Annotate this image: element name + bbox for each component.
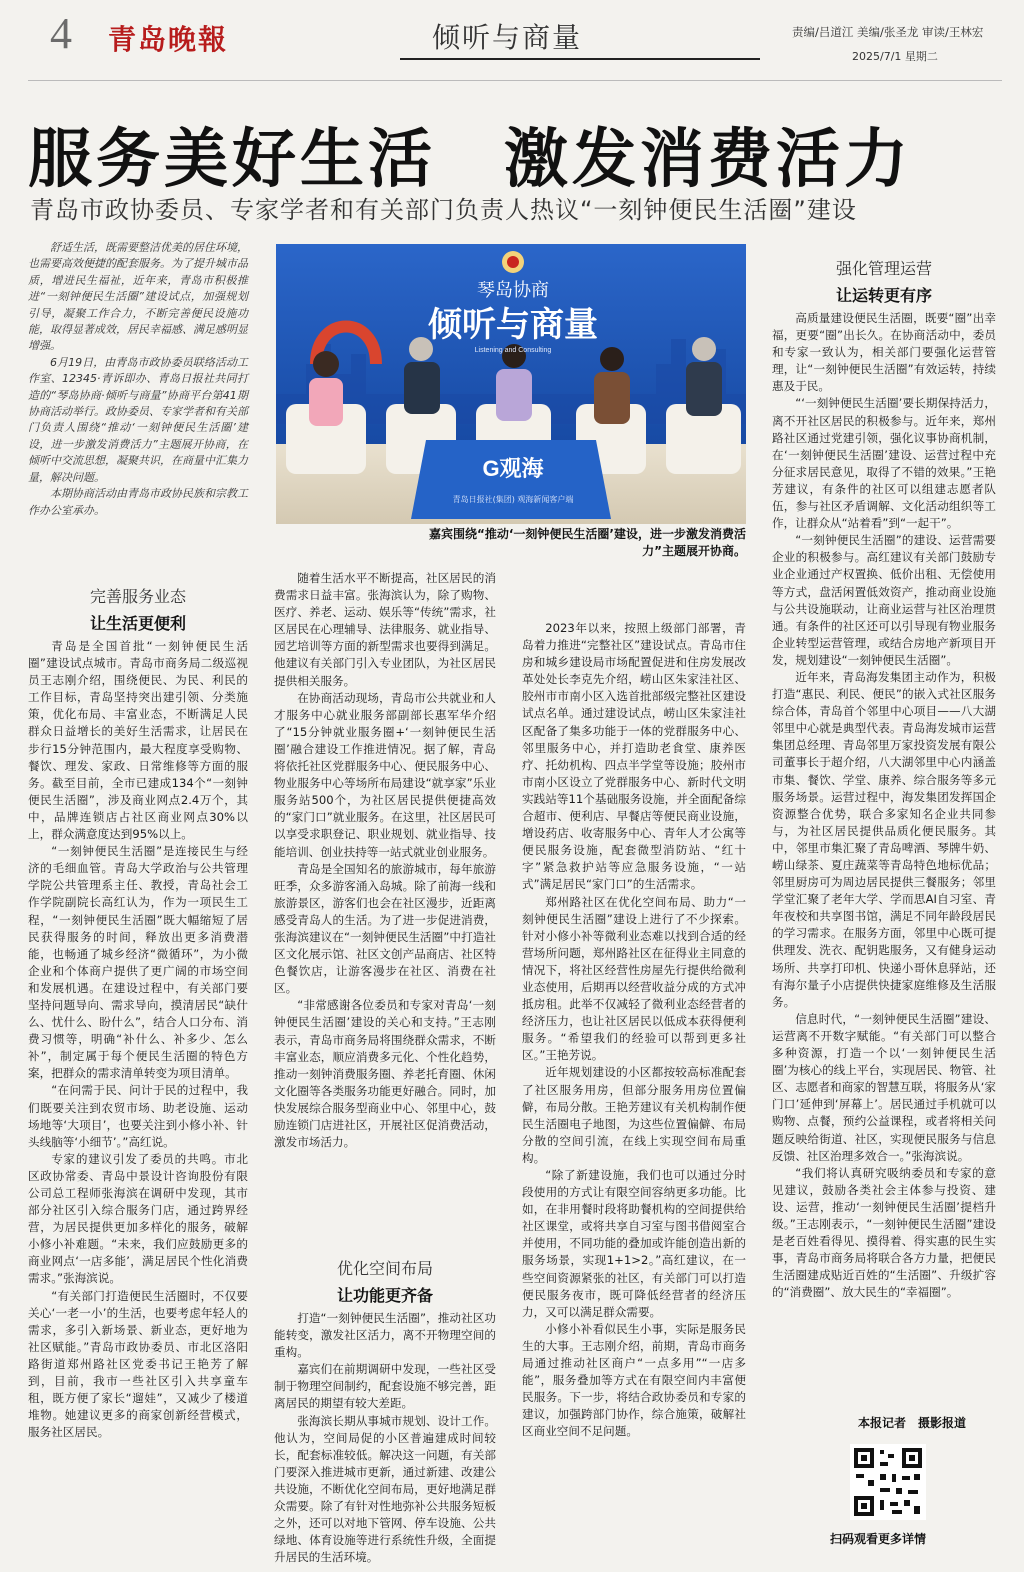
editor-credits: 责编/吕道江 美编/张圣龙 审读/王林宏: [792, 25, 984, 39]
paragraph: “有关部门打造便民生活圈时，不仅要关心‘一老一小’的生活，也要考虑年轻人的需求，多引入新场景、新业态，更好地为社区赋能。”青岛市政协委员、市北区洛阳路街道郑州路社区党委书记王艳芳了解到，目前，我市一些社区引入共享童车租，既方便了家长“遛娃”，又减少了楼道堆物。她建议更多的商家创新经营模式，服务社区居民。: [28, 1288, 248, 1440]
article-column-3: [522, 620, 746, 1550]
qr-code[interactable]: [850, 1444, 926, 1520]
paragraph: “一刻钟便民生活圈”是连接民生与经济的毛细血管。青岛大学政治与公共管理学院公共管理系主任、教授，青岛社会工作学院副院长高红认为，作为一项民生工程，“一刻钟便民生活圈”既大幅缩短了居民获得服务的时间，释放出更多消费潜能，也畅通了城乡经济“微循环”，为小微企业和个体商户提供了更广阔的市场空间和发展机遇。在建设过程中，有关部门要坚持问题导向、需求导向，摸清居民“缺什么、忧什么、盼什么”，结合人口分布、消费习惯等，明确“补什么、补多少、怎么补”，制定属于每个便民生活圈的特色方案，把群众的需求清单转变为项目清单。: [28, 844, 248, 1081]
podium-text: 青岛日报社(集团) 观海新闻客户端: [452, 495, 574, 504]
article-column-2-lower: [274, 1310, 496, 1565]
paragraph: 嘉宾们在前期调研中发现，一些社区受制于物理空间制约，配套设施不够完善，距离居民的期望有较大差距。: [274, 1362, 496, 1411]
section-title-text: 让运转更有序: [835, 286, 932, 305]
paragraph: 近年规划建设的小区都按较高标准配套了社区服务用房，但部分服务用房位置偏僻，布局分散。王艳芳建议有关机构制作便民生活圈电子地图，为这些位置偏僻、布局分散的空间引流，在线上实现空间布局重构。: [522, 1065, 746, 1165]
intro-paragraph: 舒适生活，既需要整洁优美的居住环境，也需要高效便捷的配套服务。为了提升城市品质，增进民生福祉，近年来，青岛市积极推进“一刻钟便民生活圈”建设试点，加强规划引导，凝聚工作合力，不断完善便民设施功能，取得显著成效，居民幸福感、满足感明显增强。: [28, 241, 248, 353]
byline: 本报记者 摄影报道: [858, 1416, 967, 1430]
top-divider: [28, 80, 1002, 81]
host-figure: [309, 351, 343, 426]
section-title-text: 让生活更便利: [89, 614, 186, 633]
paragraph: “除了新建设施，我们也可以通过分时段使用的方式让有限空间容纳更多功能。比如，在非用餐时段将助餐机构的空间提供给社区课堂，或将共享自习室与图书借阅室合并使用，不同功能的叠加或许能创造出新的服务场景，实现1+1>2。”高红建议，在一些空间资源紧张的社区，有关部门可以打造便民服务夜市，既可降低经营者的经济压力，又可以满足群众需要。: [522, 1168, 746, 1319]
banner-logo: 琴岛协商: [477, 280, 549, 301]
masthead: [0, 0, 1024, 70]
section-lead: 强化管理运营: [835, 259, 932, 278]
section-heading-3: [772, 256, 996, 306]
event-photo-illustration: [276, 244, 746, 524]
paragraph: 信息时代，“一刻钟便民生活圈”建设、运营离不开数字赋能。“有关部门可以整合多种资源，打造一个以‘一刻钟便民生活圈’为核心的线上平台，实现居民、物管、社区、志愿者和商家的智慧互联，将服务从‘家门口’延伸到‘屏幕上’。居民通过手机就可以购物、点餐，预约公益课程，或者将相关问题反映给街道、社区，实现便民服务与信息反馈、社区治理多效合一。”张海滨说。: [772, 1011, 996, 1163]
paragraph: 高质量建设便民生活圈，既要“圈”出幸福，更要“圈”出长久。在协商活动中，委员和专家一致认为，相关部门要强化运营管理，让“一刻钟便民生活圈”有效运转，持续惠及于民。: [772, 311, 996, 394]
paragraph: “一刻钟便民生活圈”的建设、运营需要企业的积极参与。高红建议有关部门鼓励专业企业通过产权置换、低价出租、无偿使用等方式，盘活闲置低效资产，推动商业设施与公共设施联动，让商业运营与社区治理贯通。有条件的社区还可以引导现有物业服务企业转型运营管理，或结合房地产新项目开发，规划建设“一刻钟便民生活圈”。: [772, 533, 996, 667]
intro-paragraph: 本期协商活动由青岛市政协民族和宗教工作办公室承办。: [28, 487, 248, 517]
paragraph: 青岛是全国首批“一刻钟便民生活圈”建设试点城市。青岛市商务局二级巡视员王志刚介绍，围绕便民、为民、利民的工作目标，青岛坚持突出建引领、分类施策，优化布局、丰富业态，不断满足人民群众日益增长的美好生活需求，让居民在步行15分钟范围内，最大程度享受购物、餐饮、理发、家政、日常维修等方面的服务。截至目前，全市已建成134个“一刻钟便民生活圈”，涉及商业网点2.4万个，其中，品牌连锁店占社区商业网点30%以上，群众满意度达到95%以上。: [28, 639, 248, 842]
article-column-2: [274, 570, 496, 1250]
subheadline: 青岛市政协委员、专家学者和有关部门负责人热议“一刻钟便民生活圈”建设: [30, 196, 857, 224]
banner-subtitle: Listening and Consulting: [474, 347, 552, 354]
section-lead: 优化空间布局: [336, 1259, 433, 1278]
qr-code-icon: [850, 1444, 926, 1520]
paragraph: 2023年以来，按照上级部门部署，青岛着力推进“完整社区”建设试点。青岛市住房和城乡建设局市场配置促进和住房发展改革处处长李克先介绍，崂山区朱家洼社区、胶州市市南小区入选首批部级完整社区建设试点名单。通过建设试点，崂山区朱家洼社区配备了集多功能于一体的党群服务中心、邻里服务中心，并打造助老食堂、康养医疗、托幼机构、四点半学堂等设施；胶州市市南小区设立了党群服务中心、新时代文明实践站等11个基础服务设施，并全面配备综合超市、便利店、早餐店等便民商业设施，增设药店、收寄服务中心、青年人才公寓等便民服务设施，配套微型消防站、“红十字”紧急救护站等应急服务设施，“一站式”满足居民“家门口”的生活需求。: [522, 621, 746, 892]
page-number: 4: [50, 9, 72, 58]
issue-date: 2025/7/1 星期二: [852, 50, 938, 63]
qr-caption: 扫码观看更多详情: [830, 1532, 927, 1546]
paragraph: “在问需于民、问计于民的过程中，我们既要关注到农贸市场、助老设施、运动场地等‘大项目’，也要关注到小修小补、针头线脑等‘小细节’。”高红说。: [28, 1083, 248, 1149]
paragraph: “非常感谢各位委员和专家对青岛‘一刻钟便民生活圈’建设的关心和支持。”王志刚表示，青岛市商务局将围绕群众需求，不断丰富业态，顺应消费多元化、个性化趋势，推动一刻钟消费服务圈、养老托育圈、休闲文化圈等各类服务功能更好融合。同时，加快发展综合服务型商业中心、邻里中心，鼓励连锁门店进社区，开展社区促消费活动，激发市场活力。: [274, 998, 496, 1150]
paragraph: 青岛是全国知名的旅游城市，每年旅游旺季，众多游客涌入岛城。除了前海一线和旅游景区，游客们也会在社区漫步，近距离感受青岛人的生活。为了进一步促进消费，张海滨建议在“一刻钟便民生活圈”中打造社区文化展示馆、社区文创产品商店、社区特色餐饮店，让游客漫步在社区、消费在社区。: [274, 861, 496, 996]
section-heading-1: [28, 584, 248, 634]
paragraph: 专家的建议引发了委员的共鸣。市北区政协常委、青岛中景设计咨询股份有限公司总工程师张海滨在调研中发现，其市部分社区引入综合服务门店，通过跨界经营，为居民提供更加多样化的服务，破解小修小补难题。“未来，我们应鼓励更多的商业网点‘一店多能’，满足居民个性化消费需求。”张海滨说。: [28, 1151, 248, 1286]
headline: 服务美好生活 激发消费活力: [28, 123, 912, 197]
paragraph: “‘一刻钟便民生活圈’要长期保持活力，离不开社区居民的积极参与。近年来，郑州路社区通过党建引领，强化议事协商机制，在‘一刻钟便民生活圈’建设、运营过程中充分征求居民意见，取得了不错的效果。”王艳芳建议，有条件的社区可以组建志愿者队伍，参与社区矛盾调解、文化活动组织等工作，让群众从“站着看”到“一起干”。: [772, 396, 996, 531]
paragraph: 小修小补看似民生小事，实际是服务民生的大事。王志刚介绍，前期，青岛市商务局通过推动社区商户“一点多用”“一店多能”，服务叠加等方式在有限空间内丰富便民服务。下一步，将结合政协委员和专家的建议，加强跨部门协作，综合施策，破解社区商业空间不足问题。: [522, 1321, 746, 1439]
section-heading-2: [274, 1256, 496, 1306]
paragraph: 打造“一刻钟便民生活圈”，推动社区功能转变，激发社区活力，离不开物理空间的重构。: [274, 1311, 496, 1360]
paragraph: 在协商活动现场，青岛市公共就业和人才服务中心就业服务部副部长惠军华介绍了“15分钟就业服务圈+‘一刻钟便民生活圈’融合建设工作推进情况。据了解，青岛将依托社区党群服务中心、便民服务中心、物业服务中心等场所布局建设“就享家”乐业服务站500个，为社区居民提供便捷高效的“家门口”就业服务。在这里，社区居民可以享受求职登记、职业规划、就业指导、技能培训、创业扶持等一站式就业创业服务。: [274, 690, 496, 859]
paragraph: 随着生活水平不断提高，社区居民的消费需求日益丰富。张海滨认为，除了购物、医疗、养老、运动、娱乐等“传统”需求，社区居民在心理辅导、法律服务、就业指导、园艺培训等方面的新型需求也要得到满足。他建议有关部门引入专业团队，为社区居民提供相关服务。: [274, 571, 496, 688]
paragraph: 近年来，青岛海发集团主动作为，积极打造“惠民、利民、便民”的嵌入式社区服务综合体，青岛首个邻里中心项目——八大湖邻里中心就是典型代表。青岛海发城市运营集团总经理、青岛邻里万家投资发展有限公司董事长于超介绍，八大湖邻里中心内涵盖市集、餐饮、学堂、康养、综合服务等多元服务场景。运营过程中，海发集团发挥国企资源整合优势，联合多家知名企业共同参与，为社区居民提供品质化便民服务。其中，邻里市集汇聚了青岛啤酒、琴牌牛奶、崂山绿茶、夏庄蔬菜等青岛特色地标优品；邻里厨房可为周边居民提供三餐服务；邻里学堂汇聚了老年大学、学而思AI自习室、青年夜校和共享图书馆，满足不同年龄段居民的学习需求。在服务方面，邻里中心既可提供理发、洗衣、配钥匙服务，又有健身运动场所、共享打印机、快递小哥休息驿站，还有海尔量子小店提供快捷家庭维修及生活服务。: [772, 669, 996, 1009]
article-column-4: [772, 310, 996, 1408]
section-lead: 完善服务业态: [89, 587, 186, 606]
event-photo: [276, 244, 746, 524]
article-intro: [28, 240, 248, 570]
intro-paragraph: 6月19日，由青岛市政协委员联络活动工作室、12345·青诉即办、青岛日报社共同打造的“琴岛协商·倾听与商量”协商平台第41期协商活动举行。政协委员、专家学者和有关部门负责人围绕“推动‘一刻钟便民生活圈’建设，进一步激发消费活力”主题展开协商，在倾听中交流思想，凝聚共识，在商量中汇集力量，解决问题。: [28, 355, 248, 484]
banner-title: 倾听与商量: [428, 305, 598, 345]
section-title: 倾听与商量: [432, 21, 583, 54]
podium-logo: G观海: [482, 456, 544, 481]
article-column-1: [28, 638, 248, 1548]
section-rule: [400, 58, 760, 60]
section-title-text: 让功能更齐备: [336, 1286, 433, 1305]
paragraph: 张海滨长期从事城市规划、设计工作。他认为，空间局促的小区普遍建成时间较长，配套标准较低。解决这一问题，有关部门要深入推进城市更新，通过新建、改建公共设施，不断优化空间布局，更好地满足群众需要。除了有针对性地弥补公共服务短板之外，还可以对地下管网、停车设施、公共绿地、体育设施等进行系统性升级，全面提升居民的生活环境。: [274, 1413, 496, 1565]
photo-caption: 嘉宾围绕“推动‘一刻钟便民生活圈’建设，进一步激发消费活力”主题展开协商。: [428, 527, 746, 558]
newspaper-logo: 青岛晚報: [108, 23, 229, 56]
paragraph: 郑州路社区在优化空间布局、助力“一刻钟便民生活圈”建设上进行了不少探索。针对小修小补等微利业态难以找到合适的经营场所问题，郑州路社区在征得业主同意的情况下，将社区经营性房屋先行提供给微利业态使用，后期再以经营收益分成的方式冲抵房租。此举不仅减轻了微利业态经营者的经济压力，也让社区居民以低成本获得便利服务。“希望我们的经验可以帮到更多社区。”王艳芳说。: [522, 894, 746, 1063]
paragraph: “我们将认真研究吸纳委员和专家的意见建议，鼓励各类社会主体参与投资、建设、运营，推动‘一刻钟便民生活圈’提档升级。”王志刚表示，“一刻钟便民生活圈”建设是老百姓看得见、摸得着、得实惠的民生实事，青岛市商务局将联合各方力量，把便民生活圈建成贴近百姓的“生活圈”、升级扩容的“消费圈”、放大民生的“幸福圈”。: [772, 1165, 996, 1300]
